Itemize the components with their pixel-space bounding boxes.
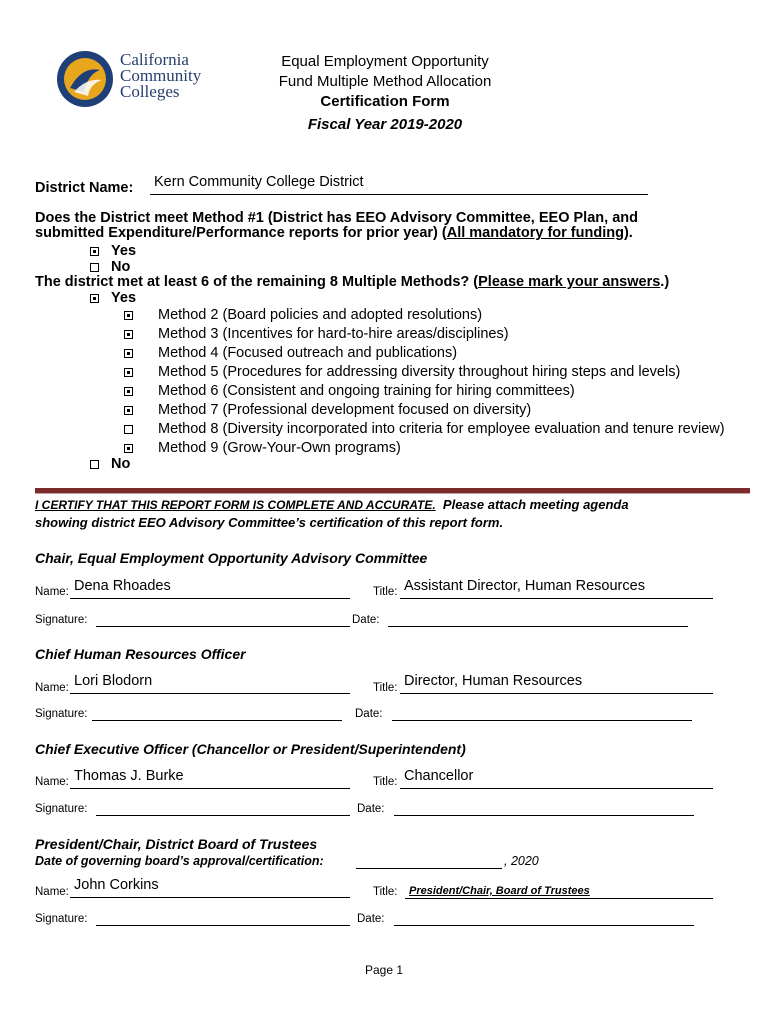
- title-label: Title:: [373, 682, 398, 694]
- section-heading-ceo: Chief Executive Officer (Chancellor or President/Superintendent): [35, 741, 466, 757]
- board-chair-name-value: John Corkins: [74, 877, 159, 893]
- name-label: Name:: [35, 586, 69, 598]
- methods-yes-label: Yes: [111, 290, 137, 306]
- method1-yes-label: Yes: [111, 243, 137, 259]
- logo-line-1: California: [120, 50, 189, 69]
- ceo-title-value: Chancellor: [404, 768, 474, 784]
- eeo-chair-signature-field[interactable]: [96, 614, 350, 627]
- board-approval-label: Date of governing board’s approval/certification:: [35, 854, 324, 868]
- district-name-field[interactable]: [150, 176, 648, 195]
- ccc-seal-icon: [54, 48, 116, 110]
- eeo-chair-name-value: Dena Rhoades: [74, 578, 171, 594]
- board-chair-name-field[interactable]: [70, 879, 350, 898]
- method-item[interactable]: [124, 420, 764, 439]
- method-item[interactable]: [124, 325, 764, 344]
- methods-instruction: Please mark your answers: [478, 274, 661, 290]
- board-chair-signature-field[interactable]: [96, 913, 350, 926]
- method-label: Method 5 (Procedures for addressing diversity throughout hiring steps and levels): [158, 364, 681, 380]
- method-checkbox[interactable]: [124, 387, 133, 396]
- eeo-chair-name-field[interactable]: [70, 580, 350, 599]
- board-chair-date-field[interactable]: [394, 913, 694, 926]
- method-label: Method 2 (Board policies and adopted resolutions): [158, 307, 483, 323]
- header-fiscal-year: Fiscal Year 2019-2020: [307, 116, 463, 133]
- signature-label: Signature:: [35, 803, 88, 815]
- certify-instruction-line2: showing district EEO Advisory Committee’s certification of this report form.: [35, 515, 504, 530]
- section-heading-eeo-chair: Chair, Equal Employment Opportunity Advisory Committee: [35, 550, 428, 566]
- signature-label: Signature:: [35, 614, 88, 626]
- section-divider: [35, 488, 750, 494]
- hr-officer-name-field[interactable]: [70, 675, 350, 694]
- date-label: Date:: [357, 803, 385, 815]
- name-label: Name:: [35, 886, 69, 898]
- ceo-date-field[interactable]: [394, 803, 694, 816]
- title-label: Title:: [373, 776, 398, 788]
- title-label: Title:: [373, 586, 398, 598]
- method1-no-label: No: [111, 259, 131, 275]
- method1-mandatory-note: All mandatory for funding: [446, 225, 624, 241]
- method-checkbox[interactable]: [124, 368, 133, 377]
- method-item[interactable]: [124, 344, 764, 363]
- ceo-title-field[interactable]: [400, 770, 713, 789]
- signature-label: Signature:: [35, 913, 88, 925]
- method1-question-line2: submitted Expenditure/Performance reports for prior year) (: [35, 225, 447, 241]
- section-heading-hr-officer: Chief Human Resources Officer: [35, 646, 246, 662]
- date-label: Date:: [357, 913, 385, 925]
- method-label: Method 9 (Grow-Your-Own programs): [158, 440, 401, 456]
- ceo-name-field[interactable]: [70, 770, 350, 789]
- hr-officer-date-field[interactable]: [392, 708, 692, 721]
- title-label: Title:: [373, 886, 398, 898]
- methods-no-checkbox[interactable]: [90, 460, 99, 469]
- certify-statement: I CERTIFY THAT THIS REPORT FORM IS COMPLETE AND ACCURATE.: [35, 498, 436, 512]
- hr-officer-signature-field[interactable]: [92, 708, 342, 721]
- ccc-logo: [54, 48, 224, 108]
- method-item[interactable]: [124, 306, 764, 325]
- header-line-3: Certification Form: [320, 93, 450, 110]
- header-line-2: Fund Multiple Method Allocation: [278, 73, 492, 90]
- board-approval-year: , 2020: [504, 854, 539, 868]
- board-chair-title-field[interactable]: [405, 884, 713, 899]
- method1-yes-option[interactable]: [90, 243, 136, 259]
- name-label: Name:: [35, 776, 69, 788]
- method-checkbox[interactable]: [124, 330, 133, 339]
- logo-line-3: Colleges: [120, 82, 180, 101]
- methods-question: The district met at least 6 of the remaining 8 Multiple Methods? (Please mark your answers.): [35, 274, 670, 290]
- methods-yes-checkbox[interactable]: [90, 294, 99, 303]
- method-checkbox[interactable]: [124, 349, 133, 358]
- method-item[interactable]: [124, 382, 764, 401]
- ceo-signature-field[interactable]: [96, 803, 350, 816]
- certify-instruction: Please attach meeting agenda: [435, 497, 629, 512]
- method-checkbox[interactable]: [124, 311, 133, 320]
- eeo-chair-date-field[interactable]: [388, 614, 688, 627]
- method-label: Method 4 (Focused outreach and publications): [158, 345, 458, 361]
- signature-label: Signature:: [35, 708, 88, 720]
- methods-no-label: No: [111, 456, 131, 472]
- method-label: Method 7 (Professional development focused on diversity): [158, 402, 532, 418]
- method1-yes-checkbox[interactable]: [90, 247, 99, 256]
- method-label: Method 6 (Consistent and ongoing training for hiring committees): [158, 383, 575, 399]
- eeo-chair-title-value: Assistant Director, Human Resources: [404, 578, 645, 594]
- method-item[interactable]: [124, 401, 764, 420]
- district-name-label: District Name:: [35, 180, 134, 196]
- logo-line-2: Community: [120, 66, 202, 85]
- methods-list: [124, 306, 764, 458]
- method1-no-checkbox[interactable]: [90, 263, 99, 272]
- hr-officer-name-value: Lori Blodorn: [74, 673, 153, 689]
- method-label: Method 8 (Diversity incorporated into criteria for employee evaluation and tenure review): [158, 421, 725, 437]
- date-label: Date:: [352, 614, 380, 626]
- method-checkbox[interactable]: [124, 444, 133, 453]
- ceo-name-value: Thomas J. Burke: [74, 768, 184, 784]
- methods-no-option[interactable]: [90, 456, 130, 472]
- date-label: Date:: [355, 708, 383, 720]
- hr-officer-title-value: Director, Human Resources: [404, 673, 583, 689]
- header-line-1: Equal Employment Opportunity: [281, 53, 489, 70]
- district-name-value: Kern Community College District: [154, 174, 364, 190]
- name-label: Name:: [35, 682, 69, 694]
- method-label: Method 3 (Incentives for hard-to-hire areas/disciplines): [158, 326, 509, 342]
- page-number: Page 1: [365, 963, 404, 977]
- method-item[interactable]: [124, 363, 764, 382]
- hr-officer-title-field[interactable]: [400, 675, 713, 694]
- method1-no-option[interactable]: [90, 259, 130, 275]
- method-item[interactable]: [124, 439, 764, 458]
- method1-question-line1: Does the District meet Method #1 (District has EEO Advisory Committee, EEO Plan, and: [35, 210, 638, 226]
- method-checkbox[interactable]: [124, 425, 133, 434]
- board-chair-title-value: President/Chair, Board of Trustees: [409, 885, 590, 897]
- eeo-chair-title-field[interactable]: [400, 580, 713, 599]
- section-heading-board-chair: President/Chair, District Board of Trustees: [35, 836, 318, 852]
- board-approval-date-field[interactable]: [356, 854, 502, 869]
- methods-yes-option[interactable]: [90, 290, 136, 306]
- method-checkbox[interactable]: [124, 406, 133, 415]
